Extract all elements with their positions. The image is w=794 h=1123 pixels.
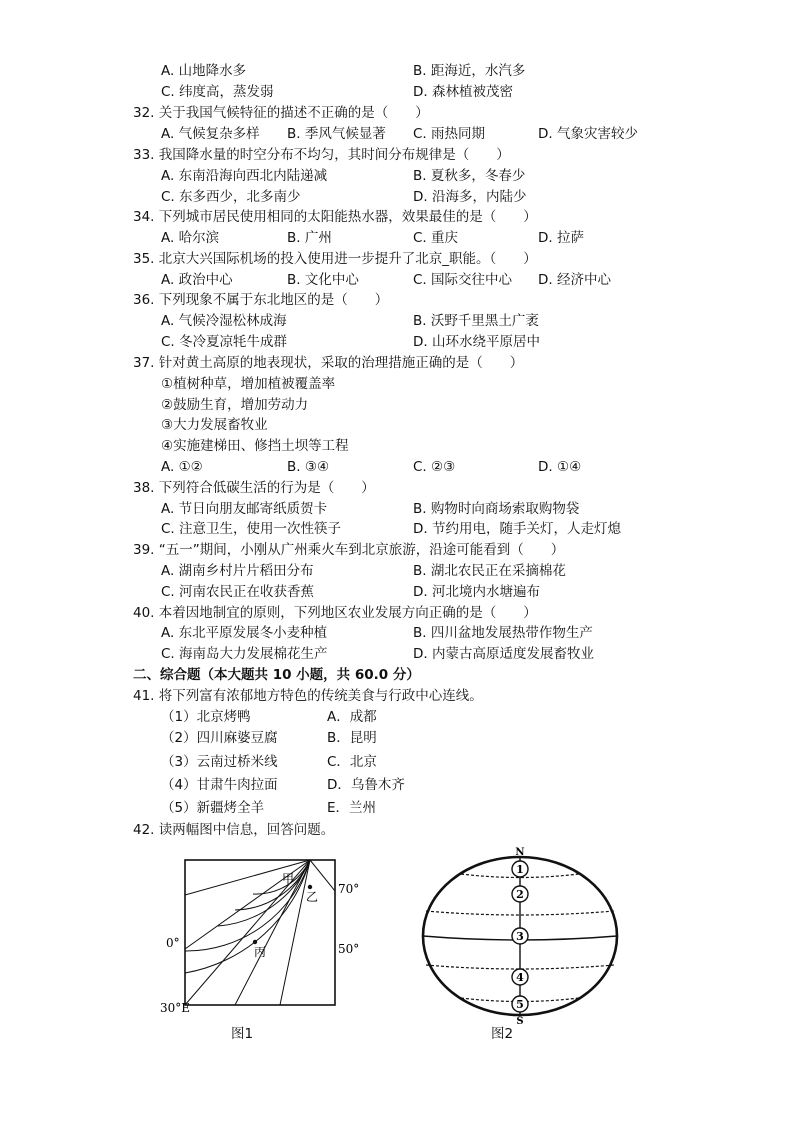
figure-2-caption: 图2 <box>491 1026 514 1042</box>
q31-option-b: B. 距海近，水汽多 <box>413 63 526 79</box>
figure-1-map <box>160 855 360 1015</box>
q38-option-c: C. 注意卫生，使用一次性筷子 <box>161 521 342 537</box>
q37-item-2: ②鼓励生育，增加劳动力 <box>161 397 309 413</box>
figure-1-point-yi <box>308 885 312 889</box>
q31-option-d: D. 森林植被茂密 <box>413 84 513 100</box>
q39-option-b: B. 湖北农民正在采摘棉花 <box>413 563 566 579</box>
q32-option-a: A. 气候复杂多样 <box>161 126 260 142</box>
q41-city-b: B．昆明 <box>327 730 377 746</box>
q41-stem: 41. 将下列富有浓郁地方特色的传统美食与行政中心连线。 <box>133 688 483 704</box>
q39-option-a: A. 湖南乡村片片稻田分布 <box>161 563 314 579</box>
figure-2-zone-3: 3 <box>516 930 524 943</box>
figure-1-label-50: 50° <box>338 942 360 956</box>
q40-option-d: D. 内蒙古高原适度发展畜牧业 <box>413 646 594 662</box>
q33-option-c: C. 东多西少，北多南少 <box>161 189 301 205</box>
q40-option-a: A. 东北平原发展冬小麦种植 <box>161 625 328 641</box>
q41-food-5: （5）新疆烤全羊 <box>161 800 265 816</box>
q34-stem: 34. 下列城市居民使用相同的太阳能热水器，效果最佳的是（ ） <box>133 209 537 225</box>
figure-2-north-label: N <box>515 847 525 858</box>
section-title: 二、综合题（本大题共 10 小题，共 60.0 分） <box>133 667 420 683</box>
q41-food-4: （4）甘肃牛肉拉面 <box>161 777 278 793</box>
q32-option-d: D. 气象灾害较少 <box>538 126 638 142</box>
q39-option-d: D. 河北境内水塘遍布 <box>413 584 540 600</box>
q33-option-b: B. 夏秋多，冬春少 <box>413 168 526 184</box>
q41-food-2: （2）四川麻婆豆腐 <box>161 730 278 746</box>
q41-city-d: D．乌鲁木齐 <box>327 777 405 793</box>
q33-option-a: A. 东南沿海向西北内陆递减 <box>161 168 328 184</box>
q35-stem: 35. 北京大兴国际机场的投入使用进一步提升了北京_职能。（ ） <box>133 251 537 267</box>
q42-stem: 42. 读两幅图中信息，回答问题。 <box>133 822 335 838</box>
q37-option-b: B. ③④ <box>287 459 330 475</box>
q41-city-c: C．北京 <box>327 754 377 770</box>
q32-option-b: B. 季风气候显著 <box>287 126 386 142</box>
q33-stem: 33. 我国降水量的时空分布不均匀，其时间分布规律是（ ） <box>133 147 510 163</box>
q36-stem: 36. 下列现象不属于东北地区的是（ ） <box>133 292 389 308</box>
q32-option-c: C. 雨热同期 <box>413 126 486 142</box>
q35-option-c: C. 国际交往中心 <box>413 272 513 288</box>
q41-food-1: （1）北京烤鸭 <box>161 709 251 725</box>
q36-option-a: A. 气候冷湿松林成海 <box>161 313 287 329</box>
q37-option-c: C. ②③ <box>413 459 456 475</box>
figure-2-zone-5: 5 <box>516 998 524 1011</box>
q34-option-a: A. 哈尔滨 <box>161 230 220 246</box>
q38-option-a: A. 节日向朋友邮寄纸质贺卡 <box>161 501 328 517</box>
q38-option-b: B. 购物时向商场索取购物袋 <box>413 501 580 517</box>
q31-option-a: A. 山地降水多 <box>161 63 247 79</box>
q37-option-d: D. ①④ <box>538 459 582 475</box>
figure-2-globe <box>415 845 625 1025</box>
q32-stem: 32. 关于我国气候特征的描述不正确的是（ ） <box>133 105 429 121</box>
q36-option-d: D. 山环水绕平原居中 <box>413 334 540 350</box>
q40-stem: 40. 本着因地制宜的原则，下列地区农业发展方向正确的是（ ） <box>133 605 537 621</box>
figure-1-caption: 图1 <box>231 1026 254 1042</box>
figure-1-label-yi: 乙 <box>306 890 319 904</box>
figure-1-label-bing: 丙 <box>254 945 267 959</box>
q37-item-3: ③大力发展畜牧业 <box>161 417 268 433</box>
figure-1-label-30e: 30°E <box>160 1001 191 1015</box>
q41-food-3: （3）云南过桥米线 <box>161 754 278 770</box>
q33-option-d: D. 沿海多，内陆少 <box>413 189 527 205</box>
figure-2-zone-2: 2 <box>516 888 524 901</box>
q41-city-e: E．兰州 <box>327 800 377 816</box>
figure-1-label-0: 0° <box>166 936 180 950</box>
figure-2-south-label: S <box>516 1016 524 1025</box>
q35-option-a: A. 政治中心 <box>161 272 233 288</box>
figure-2-zone-1: 1 <box>516 863 524 876</box>
q37-stem: 37. 针对黄土高原的地表现状，采取的治理措施正确的是（ ） <box>133 355 524 371</box>
q35-option-d: D. 经济中心 <box>538 272 611 288</box>
q40-option-c: C. 海南岛大力发展棉花生产 <box>161 646 328 662</box>
q36-option-c: C. 冬冷夏凉牦牛成群 <box>161 334 288 350</box>
q34-option-b: B. 广州 <box>287 230 332 246</box>
q37-option-a: A. ①② <box>161 459 203 475</box>
q37-item-1: ①植树种草，增加植被覆盖率 <box>161 376 336 392</box>
q37-item-4: ④实施建梯田、修挡土坝等工程 <box>161 438 349 454</box>
figure-1-longitude-lines <box>185 860 335 1005</box>
q40-option-b: B. 四川盆地发展热带作物生产 <box>413 625 593 641</box>
figure-1-label-70: 70° <box>338 882 360 896</box>
q39-stem: 39. “五一”期间，小刚从广州乘火车到北京旅游，沿途可能看到（ ） <box>133 542 565 558</box>
q35-option-b: B. 文化中心 <box>287 272 359 288</box>
q36-option-b: B. 沃野千里黑土广袤 <box>413 313 539 329</box>
figure-2-zone-4: 4 <box>516 971 524 984</box>
q31-option-c: C. 纬度高，蒸发弱 <box>161 84 274 100</box>
q41-city-a: A．成都 <box>327 709 377 725</box>
q34-option-d: D. 拉萨 <box>538 230 584 246</box>
q34-option-c: C. 重庆 <box>413 230 459 246</box>
q38-stem: 38. 下列符合低碳生活的行为是（ ） <box>133 480 375 496</box>
figure-1-point-bing <box>253 940 257 944</box>
q38-option-d: D. 节约用电，随手关灯，人走灯熄 <box>413 521 621 537</box>
figure-1-label-jia: 甲 <box>282 872 295 886</box>
q39-option-c: C. 河南农民正在收获香蕉 <box>161 584 315 600</box>
